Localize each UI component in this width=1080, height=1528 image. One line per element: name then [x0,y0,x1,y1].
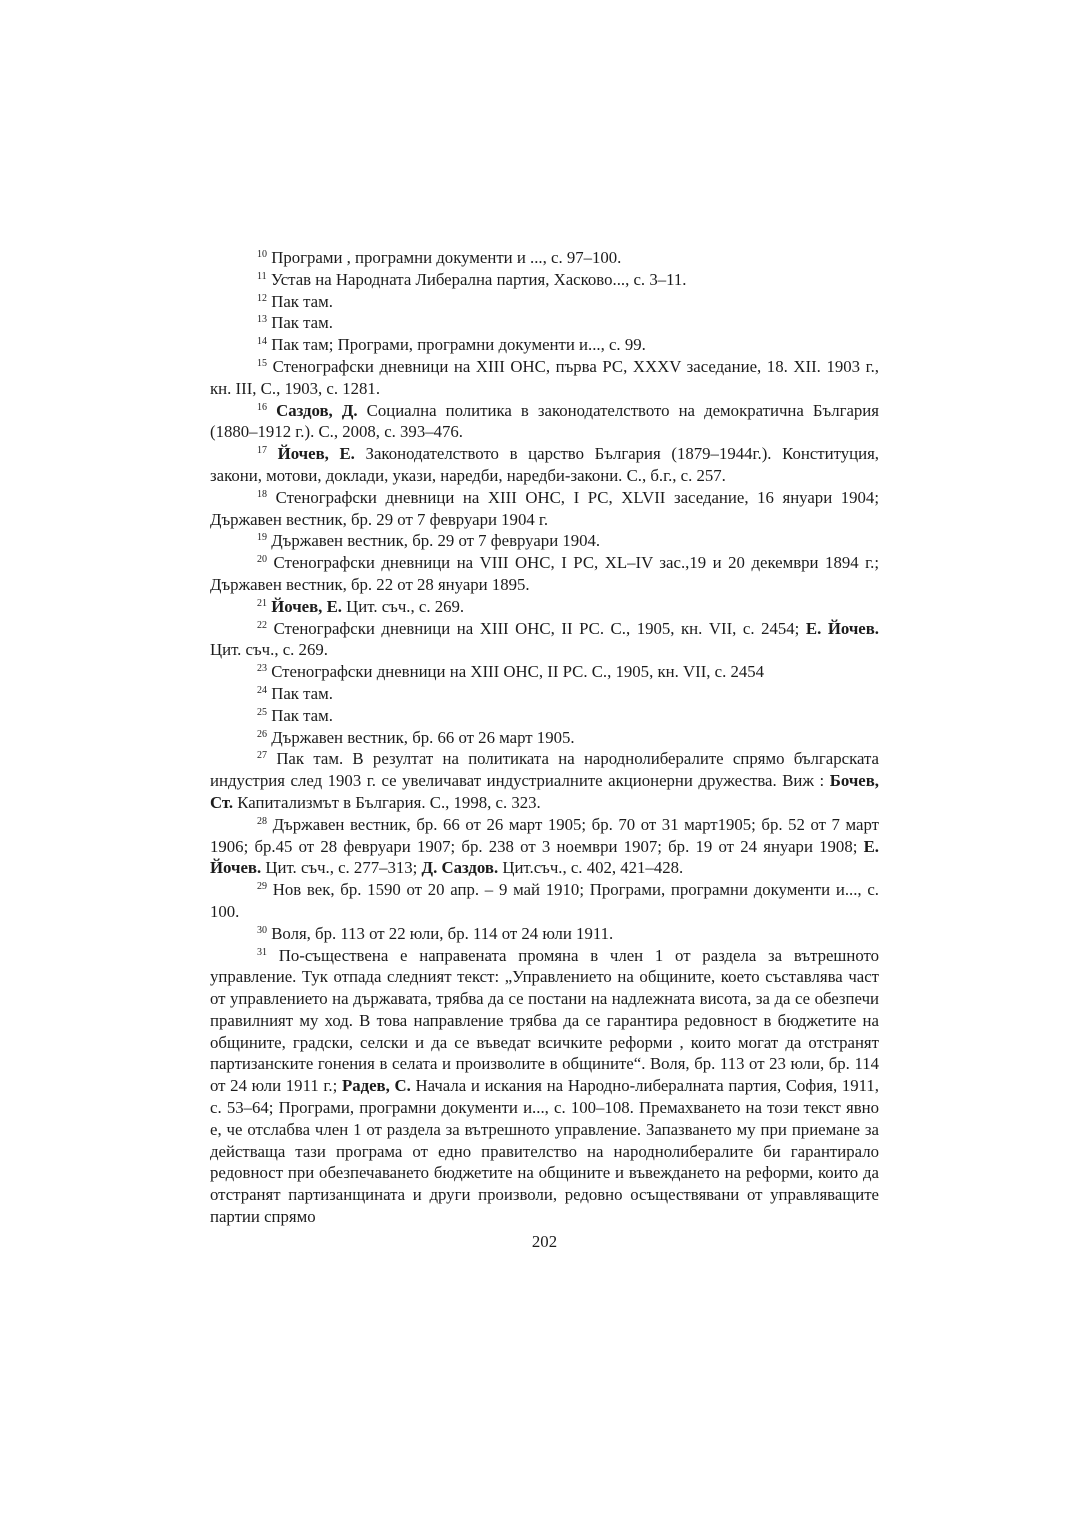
footnote-number: 23 [257,663,267,675]
footnote-text: По-съществена е направената промяна в член 1 от раздела за вътрешното управление. Тук отпада следният текст: „Управлението на общините, което съставлява част от управлението на държавата, трябва да се постани на надлежната висота, за да се обезпечи правилният му ход. В това направление трябва да се гарантира редовност в бюджетите на общините, градски, селски и да се въведат всичките реформи , които могат да отстранят партизанските гонения в селата и произволите в общините“. Воля, бр. 113 от 23 юли, бр. 114 от 24 юли 1911 г.; [210,945,879,1096]
footnote-text: Държавен вестник, бр. 66 от 26 март 1905; бр. 70 от 31 март1905; бр. 52 от 7 март 1906; бр.45 от 28 февруари 1907; бр. 238 от 3 ноември 1907; бр. 19 от 24 януари 1908; [210,814,879,856]
footnote-text: Цит. съч., с. 269. [210,640,328,660]
footnote-text: Държавен вестник, бр. 66 от 26 март 1905. [271,727,575,747]
footnote-text: Пак там; Програми, програмни документи и..., с. 99. [271,335,646,355]
footnote-number: 12 [257,292,267,304]
footnote [210,705,879,727]
footnote-text: Капитализмът в България. С., 1998, с. 323. [233,792,541,812]
footnote [210,247,879,269]
footnote [210,400,879,444]
footnote [210,312,879,334]
footnote-text: Начала и искания на Народно-либералната партия, София, 1911, с. 53–64; Програми, програмни документи и..., с. 100–108. Премахването на този текст явно е, че отслабва член 1 от раздела за вътрешното управление. Запазването му при приемане за действаща тази програма от едно правителство на народнолибералите би гарантирало редовност при обезпечаването бюджетите на общините и въвеждането на реформи, които да отстранят партизанщината и други произволи, редовно осъществявани от управляващите партии спрямо [210,1076,879,1227]
footnote-text: Стенографски дневници на XIII ОНС, II РС. С., 1905, кн. VII, с. 2454; [273,618,806,638]
footnote-number: 25 [257,706,267,718]
footnote-number: 26 [257,728,267,740]
footnote-number: 20 [257,554,267,566]
footnote-text: Програми , програмни документи и ..., с. 97–100. [271,248,622,267]
footnote-text: Социална политика в законодателството на демократична България (1880–1912 г.). С., 2008, с. 393–476. [210,400,879,442]
footnote-text: Пак там. [271,313,333,333]
footnote-number: 16 [257,401,267,413]
footnote-number: 29 [257,881,267,893]
footnotes [210,247,879,1228]
footnote [210,727,879,749]
footnote-author-bold: Йочев, Е. [277,444,355,464]
footnote-number: 31 [257,946,267,958]
footnote [210,269,879,291]
footnote [210,596,879,618]
footnote-text: Цит.съч., с. 402, 421–428. [498,858,684,878]
footnote-number: 14 [257,336,267,348]
footnote-text: Цит. съч., с. 277–313; [261,858,422,878]
footnote [210,443,879,487]
footnote [210,552,879,596]
page-number: 202 [531,1232,558,1251]
footnote-author-bold: Йочев, Е. [271,596,342,616]
footnote-number: 17 [257,445,267,457]
footnote [210,945,879,1228]
footnote [210,334,879,356]
footnote-number: 13 [257,314,267,326]
footnote-number: 18 [257,488,267,500]
footnote [210,923,879,945]
footnote-text: Пак там. [271,705,333,725]
footnote-author-bold: Радев, С. [341,1076,411,1096]
footnote [210,661,879,683]
footnote [210,356,879,400]
footnote-text: Държавен вестник, бр. 29 от 7 февруари 1904. [271,531,601,551]
footnote-author-bold: Е. Йочев. [210,836,879,878]
footnote-number: 21 [257,597,267,609]
footnote-text: Законодателството в царство България (1879–1944г.). Конституция, закони, мотови, доклади, укази, наредби, наредби-закони. С., б.г., с. 257. [210,444,879,485]
footnote-text: Воля, бр. 113 от 22 юли, бр. 114 от 24 юли 1911. [271,923,614,943]
footnote-text: Стенографски дневници на XIII ОНС, първа РС, XXXV заседание, 18. XII. 1903 г., кн. III, С., 1903, с. 1281. [210,356,879,398]
footnote-number: 19 [257,532,267,544]
footnote-number: 28 [257,815,267,827]
footnote-text: Пак там. [271,683,333,703]
footnote-number: 15 [257,357,267,369]
footnote-number: 30 [257,924,267,936]
footnote-number: 22 [257,619,267,631]
footnote-text: Пак там. [271,291,333,311]
footnote [210,618,879,662]
footnote-text: Стенографски дневници на XIII ОНС, II РС. С., 1905, кн. VII, с. 2454 [271,662,765,682]
footnote-text: Устав на Народната Либерална партия, Хасково..., с. 3–11. [270,269,687,289]
footnote [210,683,879,705]
footnote-number: 10 [257,249,267,260]
footnote-number: 24 [257,684,267,696]
footnote-text: Стенографски дневници на VIII ОНС, I РС, XL–IV зас.,19 и 20 декември 1894 г.; Държавен вестник, бр. 22 от 28 януари 1895. [210,553,879,594]
footnote-author-bold: Бочев, Ст. [210,771,879,812]
footnote-number: 27 [257,750,267,762]
footnote-author-bold: Д. Саздов. [421,858,499,878]
footnote-number: 11 [257,270,267,282]
footnote [210,748,879,813]
footnote-author-bold: Саздов, Д. [276,400,358,420]
footnote-text: Пак там. В резултат на политиката на народнолибералите спрямо българската индустрия след 1903 г. се увеличават индустриалните акционерни дружества. Виж : [210,749,879,791]
footnote-author-bold: Е. Йочев. [805,618,880,638]
footnote [210,530,879,552]
footnote [210,487,879,531]
footnote [210,814,879,879]
footnote-text: Нов век, бр. 1590 от 20 апр. – 9 май 1910; Програми, програмни документи и..., с. 100. [210,880,879,921]
footnote-text: Цит. съч., с. 269. [341,596,465,616]
footnote [210,291,879,313]
footnote-text: Стенографски дневници на XIII ОНС, I РС, XLVII заседание, 16 януари 1904; Държавен вестник, бр. 29 от 7 февруари 1904 г. [210,487,879,529]
footnote [210,879,879,923]
